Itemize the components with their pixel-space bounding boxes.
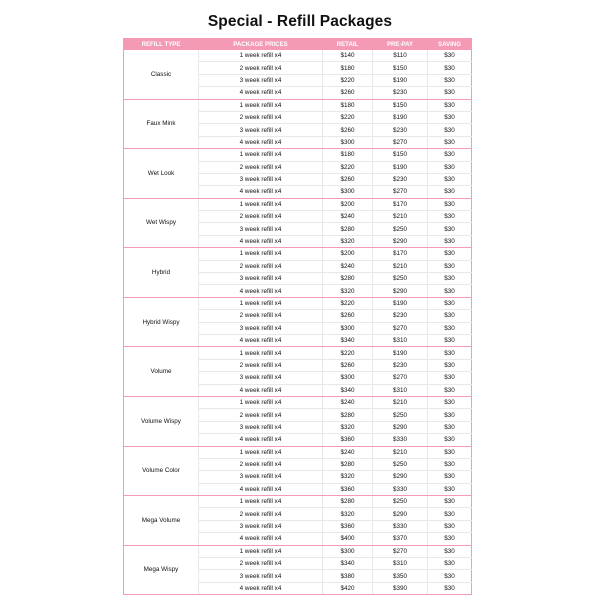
retail-cell: $180 (323, 62, 373, 74)
prepay-cell: $210 (373, 446, 428, 458)
retail-cell: $320 (323, 471, 373, 483)
saving-cell: $30 (428, 384, 472, 396)
table-row (124, 347, 472, 359)
saving-cell: $30 (428, 347, 472, 359)
refill-type-cell: Hybrid (124, 248, 199, 298)
saving-cell: $30 (428, 149, 472, 161)
package-cell: 1 week refill x4 (199, 50, 323, 62)
prepay-cell: $230 (373, 359, 428, 371)
prepay-cell: $230 (373, 310, 428, 322)
package-cell: 3 week refill x4 (199, 322, 323, 334)
saving-cell: $30 (428, 570, 472, 582)
refill-type-cell: Wet Wispy (124, 198, 199, 248)
saving-cell: $30 (428, 421, 472, 433)
package-cell: 4 week refill x4 (199, 235, 323, 247)
saving-cell: $30 (428, 582, 472, 594)
retail-cell: $180 (323, 99, 373, 111)
prepay-cell: $290 (373, 471, 428, 483)
package-cell: 2 week refill x4 (199, 211, 323, 223)
retail-cell: $240 (323, 260, 373, 272)
table-row (124, 446, 472, 458)
package-cell: 4 week refill x4 (199, 384, 323, 396)
retail-cell: $260 (323, 310, 373, 322)
package-cell: 2 week refill x4 (199, 558, 323, 570)
retail-cell: $380 (323, 570, 373, 582)
prepay-cell: $150 (373, 149, 428, 161)
refill-type-cell: Mega Wispy (124, 545, 199, 595)
prepay-cell: $370 (373, 533, 428, 545)
package-cell: 1 week refill x4 (199, 248, 323, 260)
prepay-cell: $230 (373, 173, 428, 185)
retail-cell: $420 (323, 582, 373, 594)
retail-cell: $300 (323, 372, 373, 384)
prepay-cell: $210 (373, 396, 428, 408)
saving-cell: $30 (428, 520, 472, 532)
saving-cell: $30 (428, 396, 472, 408)
saving-cell: $30 (428, 50, 472, 62)
retail-cell: $180 (323, 149, 373, 161)
prepay-cell: $270 (373, 545, 428, 557)
saving-cell: $30 (428, 161, 472, 173)
refill-type-cell: Hybrid Wispy (124, 297, 199, 347)
saving-cell: $30 (428, 458, 472, 470)
saving-cell: $30 (428, 533, 472, 545)
package-cell: 2 week refill x4 (199, 161, 323, 173)
prepay-cell: $150 (373, 62, 428, 74)
retail-cell: $280 (323, 409, 373, 421)
saving-cell: $30 (428, 87, 472, 99)
package-cell: 2 week refill x4 (199, 310, 323, 322)
saving-cell: $30 (428, 434, 472, 446)
refill-type-cell: Volume Color (124, 446, 199, 496)
saving-cell: $30 (428, 223, 472, 235)
retail-cell: $340 (323, 334, 373, 346)
saving-cell: $30 (428, 310, 472, 322)
retail-cell: $320 (323, 508, 373, 520)
retail-cell: $240 (323, 211, 373, 223)
retail-cell: $360 (323, 520, 373, 532)
retail-cell: $320 (323, 421, 373, 433)
prepay-cell: $250 (373, 273, 428, 285)
saving-cell: $30 (428, 173, 472, 185)
header-saving: SAVING (428, 39, 472, 50)
prepay-cell: $350 (373, 570, 428, 582)
package-cell: 3 week refill x4 (199, 570, 323, 582)
package-cell: 1 week refill x4 (199, 396, 323, 408)
retail-cell: $240 (323, 396, 373, 408)
saving-cell: $30 (428, 496, 472, 508)
retail-cell: $320 (323, 285, 373, 297)
saving-cell: $30 (428, 322, 472, 334)
prepay-cell: $190 (373, 74, 428, 86)
retail-cell: $220 (323, 111, 373, 123)
saving-cell: $30 (428, 248, 472, 260)
saving-cell: $30 (428, 372, 472, 384)
prepay-cell: $270 (373, 322, 428, 334)
retail-cell: $300 (323, 186, 373, 198)
prepay-cell: $250 (373, 409, 428, 421)
saving-cell: $30 (428, 359, 472, 371)
header-pre-pay: PRE-PAY (373, 39, 428, 50)
package-cell: 1 week refill x4 (199, 446, 323, 458)
header-retail: RETAIL (323, 39, 373, 50)
prepay-cell: $230 (373, 87, 428, 99)
saving-cell: $30 (428, 99, 472, 111)
prepay-cell: $110 (373, 50, 428, 62)
package-cell: 1 week refill x4 (199, 297, 323, 309)
prepay-cell: $270 (373, 372, 428, 384)
package-cell: 4 week refill x4 (199, 334, 323, 346)
package-cell: 4 week refill x4 (199, 582, 323, 594)
prepay-cell: $150 (373, 99, 428, 111)
saving-cell: $30 (428, 111, 472, 123)
saving-cell: $30 (428, 136, 472, 148)
retail-cell: $220 (323, 161, 373, 173)
table-row (124, 99, 472, 111)
package-cell: 3 week refill x4 (199, 124, 323, 136)
prepay-cell: $210 (373, 260, 428, 272)
package-cell: 4 week refill x4 (199, 136, 323, 148)
prepay-cell: $170 (373, 248, 428, 260)
retail-cell: $220 (323, 74, 373, 86)
table-body (124, 50, 472, 595)
retail-cell: $320 (323, 235, 373, 247)
prepay-cell: $330 (373, 520, 428, 532)
refill-type-cell: Mega Volume (124, 496, 199, 546)
refill-type-cell: Classic (124, 50, 199, 100)
prepay-cell: $270 (373, 186, 428, 198)
saving-cell: $30 (428, 483, 472, 495)
saving-cell: $30 (428, 545, 472, 557)
prepay-cell: $390 (373, 582, 428, 594)
saving-cell: $30 (428, 471, 472, 483)
saving-cell: $30 (428, 186, 472, 198)
retail-cell: $280 (323, 273, 373, 285)
table-row (124, 198, 472, 210)
table-row (124, 545, 472, 557)
package-cell: 3 week refill x4 (199, 223, 323, 235)
prepay-cell: $230 (373, 124, 428, 136)
saving-cell: $30 (428, 260, 472, 272)
prepay-cell: $210 (373, 211, 428, 223)
package-cell: 2 week refill x4 (199, 409, 323, 421)
package-cell: 4 week refill x4 (199, 285, 323, 297)
saving-cell: $30 (428, 508, 472, 520)
saving-cell: $30 (428, 446, 472, 458)
prepay-cell: $190 (373, 161, 428, 173)
prepay-cell: $270 (373, 136, 428, 148)
table-row (124, 149, 472, 161)
header-refill-type: REFILL TYPE (124, 39, 199, 50)
prepay-cell: $290 (373, 421, 428, 433)
saving-cell: $30 (428, 409, 472, 421)
prepay-cell: $330 (373, 483, 428, 495)
table-header-row (124, 39, 472, 50)
retail-cell: $280 (323, 458, 373, 470)
prepay-cell: $190 (373, 111, 428, 123)
retail-cell: $360 (323, 483, 373, 495)
prepay-cell: $310 (373, 334, 428, 346)
saving-cell: $30 (428, 334, 472, 346)
package-cell: 4 week refill x4 (199, 186, 323, 198)
package-cell: 1 week refill x4 (199, 149, 323, 161)
retail-cell: $300 (323, 322, 373, 334)
package-cell: 2 week refill x4 (199, 111, 323, 123)
package-cell: 1 week refill x4 (199, 99, 323, 111)
saving-cell: $30 (428, 211, 472, 223)
header-package-prices: PACKAGE PRICES (199, 39, 323, 50)
retail-cell: $280 (323, 496, 373, 508)
retail-cell: $300 (323, 136, 373, 148)
package-cell: 4 week refill x4 (199, 87, 323, 99)
prepay-cell: $310 (373, 384, 428, 396)
retail-cell: $200 (323, 198, 373, 210)
prepay-cell: $250 (373, 496, 428, 508)
prepay-cell: $190 (373, 347, 428, 359)
page-title: Special - Refill Packages (207, 13, 393, 30)
retail-cell: $200 (323, 248, 373, 260)
retail-cell: $280 (323, 223, 373, 235)
prepay-cell: $170 (373, 198, 428, 210)
prepay-cell: $290 (373, 508, 428, 520)
retail-cell: $400 (323, 533, 373, 545)
package-cell: 3 week refill x4 (199, 471, 323, 483)
saving-cell: $30 (428, 74, 472, 86)
saving-cell: $30 (428, 273, 472, 285)
package-cell: 3 week refill x4 (199, 273, 323, 285)
saving-cell: $30 (428, 235, 472, 247)
retail-cell: $260 (323, 173, 373, 185)
package-cell: 2 week refill x4 (199, 458, 323, 470)
package-cell: 4 week refill x4 (199, 434, 323, 446)
package-cell: 3 week refill x4 (199, 520, 323, 532)
refill-type-cell: Faux Mink (124, 99, 199, 149)
package-cell: 1 week refill x4 (199, 347, 323, 359)
retail-cell: $340 (323, 558, 373, 570)
package-cell: 3 week refill x4 (199, 74, 323, 86)
refill-packages-table (123, 38, 472, 595)
package-cell: 3 week refill x4 (199, 372, 323, 384)
prepay-cell: $250 (373, 223, 428, 235)
retail-cell: $360 (323, 434, 373, 446)
retail-cell: $240 (323, 446, 373, 458)
prepay-cell: $250 (373, 458, 428, 470)
prepay-cell: $290 (373, 235, 428, 247)
saving-cell: $30 (428, 62, 472, 74)
retail-cell: $260 (323, 124, 373, 136)
table-row (124, 50, 472, 62)
package-cell: 4 week refill x4 (199, 483, 323, 495)
package-cell: 1 week refill x4 (199, 198, 323, 210)
saving-cell: $30 (428, 198, 472, 210)
retail-cell: $260 (323, 87, 373, 99)
refill-type-cell: Wet Look (124, 149, 199, 199)
package-cell: 2 week refill x4 (199, 359, 323, 371)
retail-cell: $220 (323, 297, 373, 309)
retail-cell: $260 (323, 359, 373, 371)
retail-cell: $140 (323, 50, 373, 62)
package-cell: 1 week refill x4 (199, 496, 323, 508)
package-cell: 2 week refill x4 (199, 260, 323, 272)
saving-cell: $30 (428, 558, 472, 570)
prepay-cell: $190 (373, 297, 428, 309)
saving-cell: $30 (428, 285, 472, 297)
table-row (124, 297, 472, 309)
package-cell: 3 week refill x4 (199, 173, 323, 185)
package-cell: 4 week refill x4 (199, 533, 323, 545)
retail-cell: $340 (323, 384, 373, 396)
prepay-cell: $290 (373, 285, 428, 297)
refill-type-cell: Volume Wispy (124, 396, 199, 446)
table-row (124, 496, 472, 508)
saving-cell: $30 (428, 297, 472, 309)
package-cell: 2 week refill x4 (199, 62, 323, 74)
prepay-cell: $310 (373, 558, 428, 570)
retail-cell: $300 (323, 545, 373, 557)
saving-cell: $30 (428, 124, 472, 136)
table-row (124, 248, 472, 260)
package-cell: 3 week refill x4 (199, 421, 323, 433)
table-row (124, 396, 472, 408)
package-cell: 2 week refill x4 (199, 508, 323, 520)
package-cell: 1 week refill x4 (199, 545, 323, 557)
prepay-cell: $330 (373, 434, 428, 446)
retail-cell: $220 (323, 347, 373, 359)
refill-type-cell: Volume (124, 347, 199, 397)
